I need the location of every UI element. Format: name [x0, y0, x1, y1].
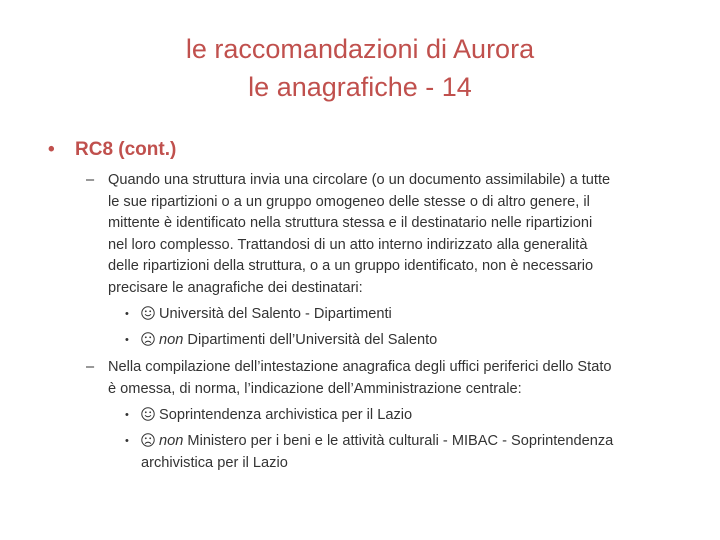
sub-item-1b — [125, 330, 695, 352]
bullet-glyph: • — [125, 308, 129, 320]
text-line: nel loro complesso. Trattandosi di un atto interno indirizzato alla generalità — [108, 236, 588, 253]
smiley-happy-icon — [141, 407, 155, 421]
text-line: Quando una struttura invia una circolare (o un documento assimilabile) a tutte — [108, 172, 611, 188]
bullet-glyph: • — [48, 139, 55, 160]
bullet-glyph: • — [125, 334, 129, 346]
section-heading — [48, 139, 176, 161]
sub-item-text: Ministero per i beni e le attività culturali - MIBAC - Soprintendenza — [187, 433, 614, 449]
sub-item-text-continued: archivistica per il Lazio — [141, 454, 288, 471]
non-prefix: non — [159, 433, 184, 449]
sub-item-text: Università del Salento - Dipartimenti — [159, 306, 392, 322]
smiley-sad-icon — [141, 433, 155, 447]
smiley-sad-icon — [141, 332, 155, 346]
sub-item-2b — [125, 431, 695, 474]
list-item-1 — [86, 170, 692, 299]
title-line-2: le anagrafiche - 14 — [248, 72, 472, 102]
list-item-1-text — [108, 170, 692, 299]
list-item-2 — [86, 357, 692, 400]
text-line: Nella compilazione dell’intestazione anagrafica degli uffici periferici dello Stato — [108, 359, 612, 375]
text-line: mittente è identificato nella struttura stessa e il destinatario nelle ripartizioni — [108, 215, 593, 231]
dash-glyph: – — [86, 359, 95, 375]
slide-title — [0, 30, 720, 106]
sub-item-text: Dipartimenti dell’Università del Salento — [187, 332, 438, 348]
sub-item-text: Soprintendenza archivistica per il Lazio — [159, 407, 413, 423]
text-line: è omessa, di norma, l’indicazione dell’Amministrazione centrale: — [108, 380, 522, 397]
sub-item-2a — [125, 405, 695, 427]
title-line-1: le raccomandazioni di Aurora — [185, 34, 535, 64]
text-line: le sue ripartizioni o a un gruppo omogeneo delle stesse o di altro genere, il — [108, 193, 590, 210]
bullet-glyph: • — [125, 435, 129, 447]
list-item-2-text — [108, 357, 692, 400]
text-line: precisare le anagrafiche dei destinatari: — [108, 279, 363, 296]
text-line: delle ripartizioni della struttura, o a un gruppo identificato, non è necessario — [108, 258, 594, 274]
sub-item-1a — [125, 304, 695, 326]
smiley-happy-icon — [141, 306, 155, 320]
non-prefix: non — [159, 332, 184, 348]
bullet-glyph: • — [125, 409, 129, 421]
dash-glyph: – — [86, 172, 95, 188]
section-label: RC8 (cont.) — [75, 139, 177, 160]
